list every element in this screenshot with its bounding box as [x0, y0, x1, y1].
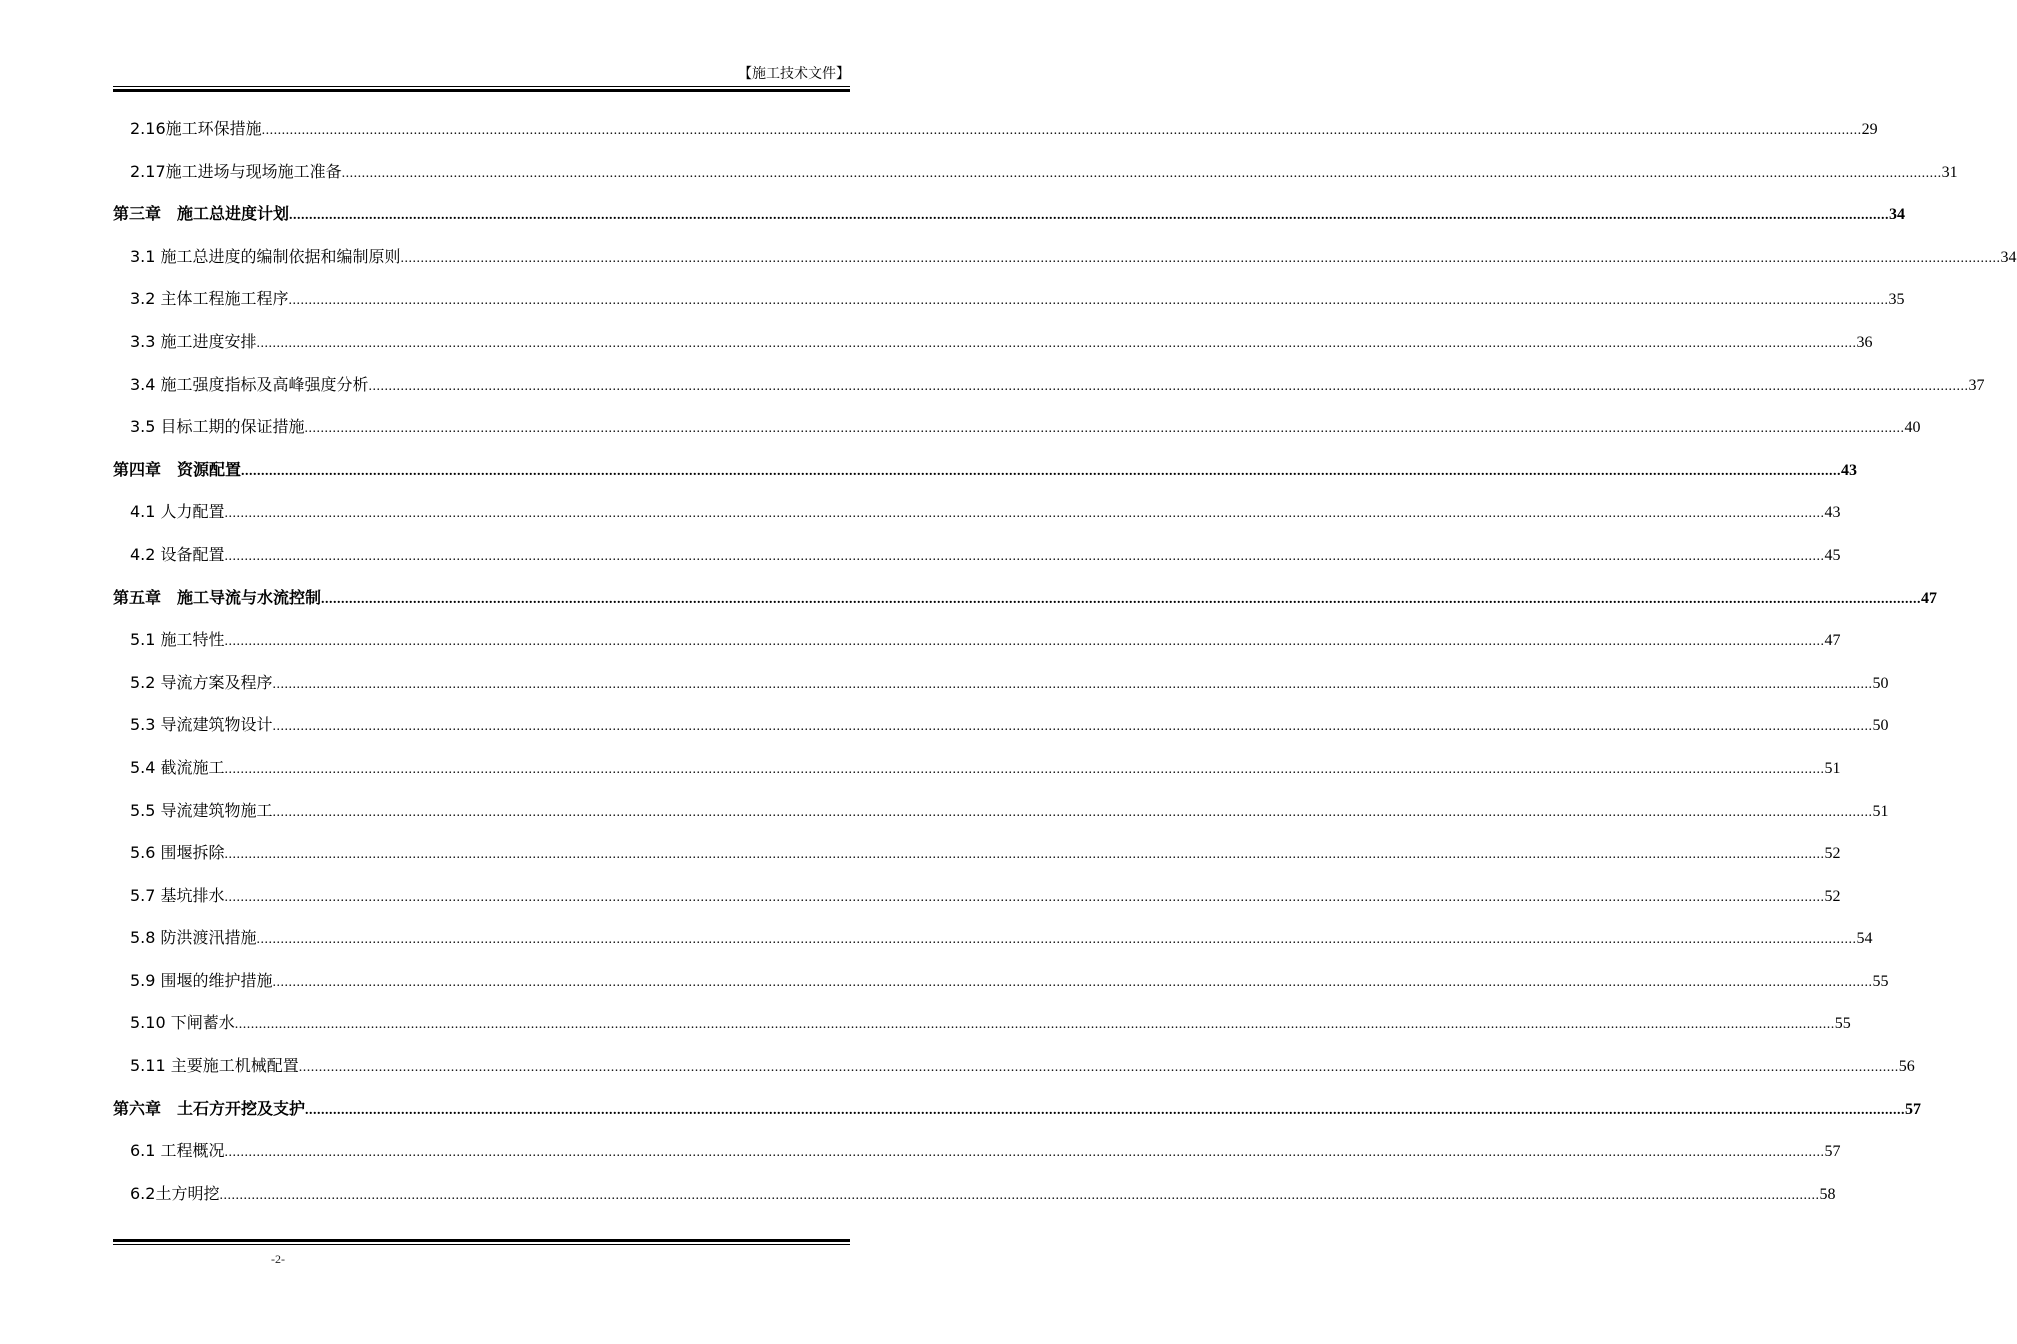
toc-dot-leader: ................................................................................................................................................................................................................................................................................................................................................................................................................ — [304, 421, 1905, 437]
toc-entry-title: 6.2土方明挖 — [130, 1183, 220, 1203]
toc-page-number: 29 — [1861, 121, 1878, 138]
toc-section-entry[interactable] — [113, 236, 2017, 279]
toc-entry-title: 第四章 资源配置 — [113, 459, 242, 479]
toc-page-number: 52 — [1824, 845, 1841, 863]
header-rule-thick — [113, 89, 850, 92]
toc-dot-leader: ................................................................................................................................................................................................................................................................................................................................................................................................................ — [368, 378, 1969, 394]
toc-dot-leader: ................................................................................................................................................................................................................................................................................................................................................................................................................ — [256, 335, 1857, 351]
toc-chapter-entry[interactable] — [113, 577, 1938, 620]
toc-dot-leader: ................................................................................................................................................................................................................................................................................................................................................................................................................ — [241, 463, 1842, 479]
toc-page-number: 43 — [1841, 461, 1858, 479]
page-number: -2- — [271, 1252, 285, 1266]
toc-dot-leader: ................................................................................................................................................................................................................................................................................................................................................................................................................ — [341, 165, 1942, 181]
toc-entry-title: 2.16施工环保措施 — [130, 119, 262, 138]
toc-dot-leader: ................................................................................................................................................................................................................................................................................................................................................................................................................ — [272, 974, 1873, 990]
toc-section-entry[interactable] — [113, 151, 1958, 194]
toc-dot-leader: ................................................................................................................................................................................................................................................................................................................................................................................................................ — [234, 1017, 1835, 1033]
toc-page-number: 54 — [1856, 930, 1873, 948]
toc-entry-title: 3.2 主体工程施工程序 — [130, 289, 289, 309]
toc-section-entry[interactable] — [113, 619, 1841, 662]
toc-section-entry[interactable] — [113, 790, 1889, 833]
toc-entry-title: 3.1 施工总进度的编制依据和编制原则 — [130, 246, 401, 266]
toc-page-number: 47 — [1921, 589, 1938, 607]
toc-entry-title: 5.3 导流建筑物设计 — [130, 715, 273, 735]
toc-section-entry[interactable] — [113, 1173, 1836, 1216]
toc-page-number: 55 — [1872, 972, 1889, 990]
toc-dot-leader: ................................................................................................................................................................................................................................................................................................................................................................................................................ — [224, 847, 1825, 863]
toc-page-number: 52 — [1824, 887, 1841, 905]
toc-entry-title: 4.1 人力配置 — [130, 502, 225, 522]
toc-section-entry[interactable] — [113, 278, 1905, 321]
toc-dot-leader: ................................................................................................................................................................................................................................................................................................................................................................................................................ — [224, 761, 1825, 777]
toc-entry-title: 5.7 基坑排水 — [130, 885, 225, 905]
toc-section-entry[interactable] — [113, 108, 1878, 151]
toc-entry-title: 5.10 下闸蓄水 — [130, 1013, 235, 1033]
toc-dot-leader: ................................................................................................................................................................................................................................................................................................................................................................................................................ — [400, 250, 2001, 266]
toc-entry-title: 4.2 设备配置 — [130, 544, 225, 564]
toc-page-number: 58 — [1819, 1185, 1836, 1203]
toc-page-number: 40 — [1904, 419, 1921, 437]
toc-page-number: 37 — [1968, 376, 1985, 394]
toc-page-number: 43 — [1824, 504, 1841, 522]
toc-dot-leader: ................................................................................................................................................................................................................................................................................................................................................................................................................ — [305, 1102, 1906, 1118]
header-rule-thin — [113, 86, 850, 87]
toc-page-number: 57 — [1905, 1100, 1922, 1118]
toc-section-entry[interactable] — [113, 1002, 1851, 1045]
toc-page-number: 51 — [1824, 759, 1841, 777]
toc-chapter-entry[interactable] — [113, 193, 1906, 236]
toc-section-entry[interactable] — [113, 491, 1841, 534]
toc-entry-title: 5.2 导流方案及程序 — [130, 672, 273, 692]
toc-dot-leader: ................................................................................................................................................................................................................................................................................................................................................................................................................ — [219, 1187, 1820, 1203]
toc-page-number: 47 — [1824, 632, 1841, 650]
table-of-contents — [113, 108, 2017, 1215]
toc-entry-title: 5.1 施工特性 — [130, 630, 225, 650]
toc-page-number: 50 — [1872, 674, 1889, 692]
toc-section-entry[interactable] — [113, 1130, 1841, 1173]
toc-dot-leader: ................................................................................................................................................................................................................................................................................................................................................................................................................ — [289, 208, 1890, 224]
toc-entry-title: 3.5 目标工期的保证措施 — [130, 417, 305, 437]
toc-entry-title: 第五章 施工导流与水流控制 — [113, 587, 322, 607]
toc-page-number: 36 — [1856, 333, 1873, 351]
toc-dot-leader: ................................................................................................................................................................................................................................................................................................................................................................................................................ — [272, 719, 1873, 735]
toc-section-entry[interactable] — [113, 534, 1841, 577]
toc-entry-title: 5.9 围堰的维护措施 — [130, 970, 273, 990]
toc-section-entry[interactable] — [113, 747, 1841, 790]
toc-page-number: 56 — [1898, 1058, 1915, 1076]
toc-dot-leader: ................................................................................................................................................................................................................................................................................................................................................................................................................ — [272, 676, 1873, 692]
toc-entry-title: 第三章 施工总进度计划 — [113, 204, 290, 224]
toc-section-entry[interactable] — [113, 832, 1841, 875]
toc-section-entry[interactable] — [113, 662, 1889, 705]
toc-section-entry[interactable] — [113, 917, 1873, 960]
toc-page-number: 51 — [1872, 802, 1889, 820]
toc-page-number: 57 — [1824, 1143, 1841, 1161]
toc-entry-title: 6.1 工程概况 — [130, 1141, 225, 1161]
toc-dot-leader: ................................................................................................................................................................................................................................................................................................................................................................................................................ — [224, 1145, 1825, 1161]
footer-rule-thick — [113, 1239, 850, 1242]
toc-entry-title: 3.4 施工强度指标及高峰强度分析 — [130, 374, 369, 394]
toc-dot-leader: ................................................................................................................................................................................................................................................................................................................................................................................................................ — [261, 123, 1862, 138]
toc-dot-leader: ................................................................................................................................................................................................................................................................................................................................................................................................................ — [224, 506, 1825, 522]
toc-section-entry[interactable] — [113, 406, 1921, 449]
toc-entry-title: 5.11 主要施工机械配置 — [130, 1056, 299, 1076]
toc-chapter-entry[interactable] — [113, 449, 1858, 492]
toc-section-entry[interactable] — [113, 704, 1889, 747]
toc-entry-title: 5.6 围堰拆除 — [130, 843, 225, 863]
toc-entry-title: 5.8 防洪渡汛措施 — [130, 928, 257, 948]
toc-page-number: 50 — [1872, 717, 1889, 735]
toc-chapter-entry[interactable] — [113, 1088, 1922, 1131]
toc-dot-leader: ................................................................................................................................................................................................................................................................................................................................................................................................................ — [321, 591, 1922, 607]
toc-entry-title: 2.17施工进场与现场施工准备 — [130, 161, 342, 181]
toc-entry-title: 第六章 土石方开挖及支护 — [113, 1098, 306, 1118]
toc-page-number: 45 — [1824, 546, 1841, 564]
document-header-title: 【施工技术文件】 — [738, 66, 850, 82]
toc-section-entry[interactable] — [113, 321, 1873, 364]
toc-page-number: 34 — [1889, 206, 1906, 224]
toc-page-number: 34 — [2000, 248, 2017, 266]
toc-dot-leader: ................................................................................................................................................................................................................................................................................................................................................................................................................ — [256, 932, 1857, 948]
toc-entry-title: 3.3 施工进度安排 — [130, 331, 257, 351]
toc-dot-leader: ................................................................................................................................................................................................................................................................................................................................................................................................................ — [224, 548, 1825, 564]
toc-dot-leader: ................................................................................................................................................................................................................................................................................................................................................................................................................ — [272, 804, 1873, 820]
toc-entry-title: 5.5 导流建筑物施工 — [130, 800, 273, 820]
toc-dot-leader: ................................................................................................................................................................................................................................................................................................................................................................................................................ — [298, 1060, 1899, 1076]
toc-section-entry[interactable] — [113, 364, 1985, 407]
toc-page-number: 55 — [1834, 1015, 1851, 1033]
toc-dot-leader: ................................................................................................................................................................................................................................................................................................................................................................................................................ — [288, 293, 1889, 309]
toc-page-number: 31 — [1941, 163, 1958, 181]
toc-dot-leader: ................................................................................................................................................................................................................................................................................................................................................................................................................ — [224, 634, 1825, 650]
toc-section-entry[interactable] — [113, 960, 1889, 1003]
toc-section-entry[interactable] — [113, 1045, 1915, 1088]
footer-rule-thin — [113, 1244, 850, 1245]
toc-page-number: 35 — [1888, 291, 1905, 309]
toc-section-entry[interactable] — [113, 875, 1841, 918]
toc-entry-title: 5.4 截流施工 — [130, 757, 225, 777]
toc-dot-leader: ................................................................................................................................................................................................................................................................................................................................................................................................................ — [224, 889, 1825, 905]
